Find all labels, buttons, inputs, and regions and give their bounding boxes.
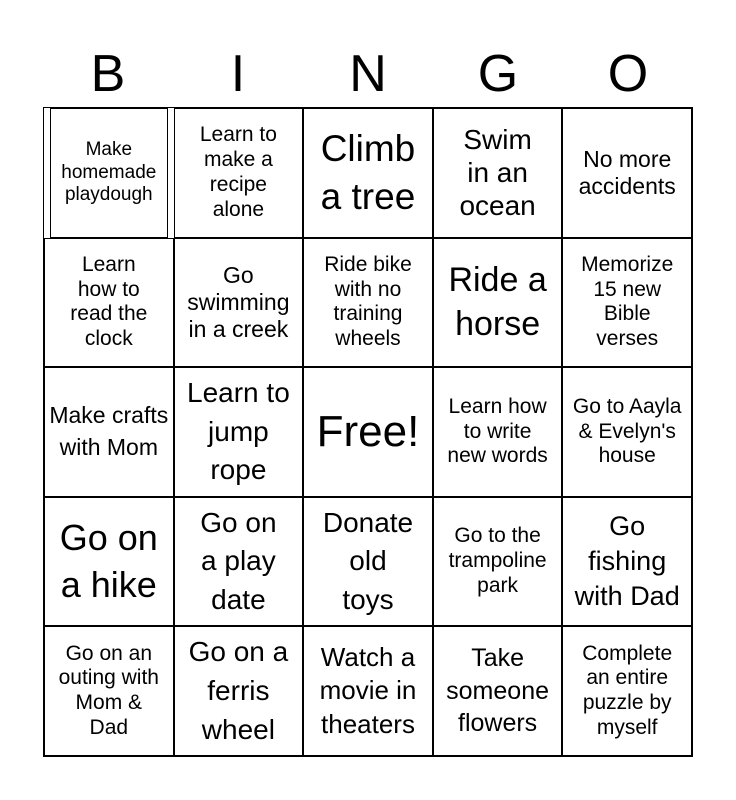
cell-text: Free!	[316, 407, 420, 457]
header-letter-o: O	[607, 45, 649, 103]
bingo-cell[interactable]	[562, 367, 692, 497]
header-letter-n: N	[349, 45, 387, 103]
bingo-cell[interactable]	[562, 497, 692, 627]
cell-text: Learn how to read the clock	[70, 252, 148, 351]
cell-text: Ride bike with no training wheels	[324, 252, 412, 351]
cell-text: Climb a tree	[320, 127, 416, 217]
cell-text: Go on a hike	[59, 516, 158, 605]
cell-text: No more accidents	[578, 145, 676, 199]
cell-text: Take someone flowers	[446, 644, 550, 738]
bingo-cell[interactable]	[303, 367, 433, 497]
cell-text: Go on a ferris wheel	[188, 636, 289, 745]
bingo-cell[interactable]	[44, 367, 174, 497]
bingo-cell[interactable]	[562, 238, 692, 368]
bingo-cell[interactable]	[303, 108, 433, 238]
cell-text: Swim in an ocean	[459, 124, 536, 222]
bingo-cell[interactable]	[174, 497, 304, 627]
bingo-board	[43, 107, 693, 757]
cell-text: Donate old toys	[322, 506, 414, 615]
bingo-cell[interactable]	[44, 497, 174, 627]
cell-text: Go swimming in a creek	[187, 261, 290, 342]
bingo-cell[interactable]	[303, 626, 433, 756]
cell-text: Ride a horse	[448, 261, 547, 344]
bingo-cell[interactable]	[562, 626, 692, 756]
cell-text: Go to the trampoline park	[448, 524, 547, 597]
cell-text: Learn to make a recipe alone	[199, 123, 277, 221]
bingo-cell[interactable]	[433, 367, 563, 497]
cell-text: Go to Aayla & Evelyn's house	[572, 394, 682, 468]
header-letter-i: I	[230, 45, 246, 103]
bingo-cell[interactable]	[433, 497, 563, 627]
bingo-cell[interactable]	[303, 238, 433, 368]
cell-text: Learn how to write new words	[447, 394, 548, 468]
bingo-cell[interactable]	[433, 108, 563, 238]
header-letter-g: G	[477, 45, 519, 103]
cell-text: Go on an outing with Mom & Dad	[58, 641, 159, 739]
bingo-cell[interactable]	[433, 238, 563, 368]
cell-text: Go fishing with Dad	[574, 510, 680, 612]
bingo-cell[interactable]	[174, 108, 304, 238]
bingo-cell[interactable]	[433, 626, 563, 756]
header-letter-b: B	[90, 45, 126, 103]
cell-text: Make crafts with Mom	[49, 402, 169, 460]
bingo-cell[interactable]	[174, 367, 304, 497]
bingo-cell[interactable]	[303, 497, 433, 627]
bingo-cell[interactable]	[174, 238, 304, 368]
cell-text: Memorize 15 new Bible verses	[581, 252, 674, 351]
cell-text: Watch a movie in theaters	[319, 641, 417, 740]
cell-text: Complete an entire puzzle by myself	[582, 641, 673, 739]
bingo-cell[interactable]	[562, 108, 692, 238]
bingo-cell[interactable]	[50, 108, 168, 238]
cell-text: Make homemade playdough	[61, 139, 157, 205]
bingo-cell[interactable]	[44, 238, 174, 368]
bingo-cell[interactable]	[174, 626, 304, 756]
bingo-cell[interactable]	[44, 626, 174, 756]
bingo-header	[43, 40, 693, 108]
cell-text: Go on a play date	[200, 506, 277, 615]
cell-text: Learn to jump rope	[187, 377, 290, 486]
